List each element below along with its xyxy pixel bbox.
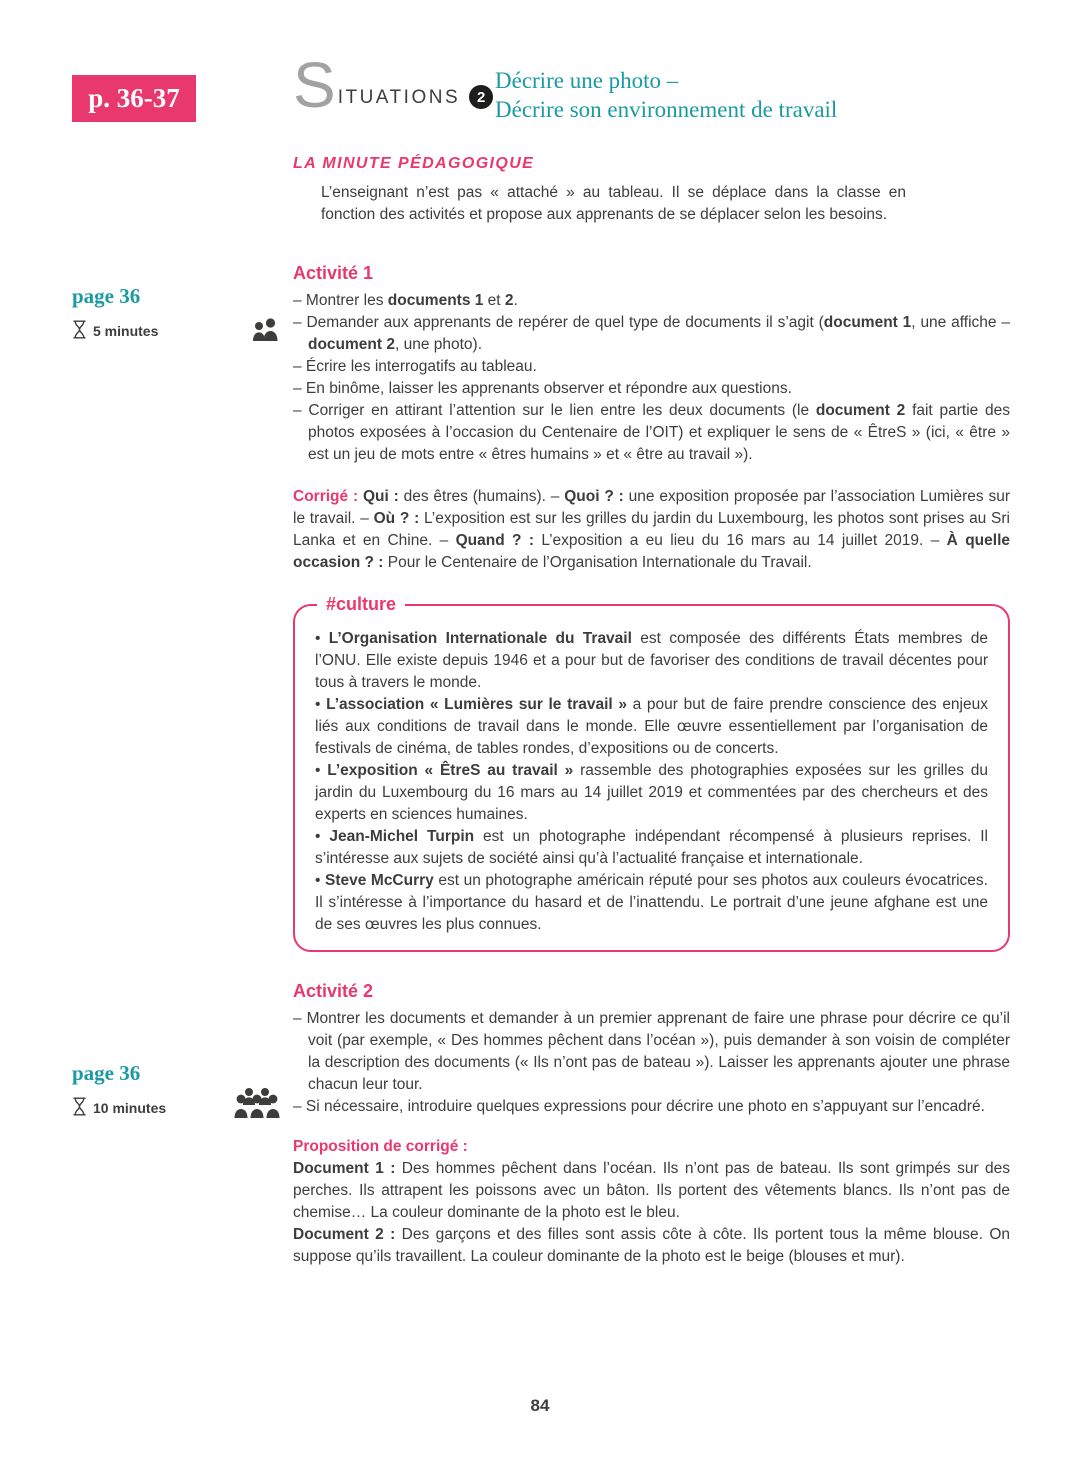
- page-ref-badge: p. 36-37: [72, 75, 196, 122]
- list-item: – Si nécessaire, introduire quelques expressions pour décrire une photo en s’appuyant sur l’encadré.: [293, 1098, 985, 1115]
- lesson-title-line2: Décrire son environnement de travail: [495, 97, 838, 122]
- hourglass-icon: [72, 1097, 87, 1119]
- situations-initial-letter: S: [293, 49, 336, 121]
- corrige-paragraph: Corrigé : Qui : des êtres (humains). – Quoi ? : une exposition proposée par l’association Lumières sur le travail. – Où ? : L’exposition est sur les grilles du jardin du Luxembourg, les photos sont prises au Sri Lanka et en Chine. – Quand ? : L’exposition a eu lieu du 16 mars au 14 juillet 2019. – À quelle occasion ? : Pour le Centenaire de l’Organisation Internationale du Travail.: [293, 488, 1011, 571]
- list-item: – Montrer les documents et demander à un premier apprenant de faire une phrase pour décrire ce qu’il voit (par exemple, « Des hommes pêchent dans l’océan »), puis demander à son voisin de compléter la description des documents (« Ils n’ont pas de bateau »). Laisser les apprenants ajouter une phrase chacun leur tour.: [293, 1010, 1010, 1093]
- culture-item: • Jean-Michel Turpin est un photographe indépendant récompensé à plusieurs reprises. Il s’intéresse aux sujets de société ainsi qu’à l’actualité française et internationale.: [315, 828, 989, 867]
- duration-row: [72, 320, 158, 342]
- list-item: – Écrire les interrogatifs au tableau.: [293, 358, 537, 375]
- page-label: page 36: [72, 1061, 141, 1085]
- group-work-icon: [234, 1087, 280, 1123]
- activity1-steps: [293, 290, 1010, 466]
- activity2-steps: [293, 1008, 1010, 1118]
- duration-label: 10 minutes: [93, 1100, 167, 1116]
- lesson-title-line1: Décrire une photo –: [495, 68, 679, 93]
- duration-row: [72, 1097, 166, 1119]
- activity2-heading: Activité 2: [293, 981, 374, 1001]
- page-label: page 36: [72, 284, 141, 308]
- main-content: [293, 0, 1010, 1268]
- list-item: – Montrer les documents 1 et 2.: [293, 292, 518, 309]
- minute-pedagogique-text: L’enseignant n’est pas « attaché » au tableau. Il se déplace dans la classe en fonction des activités et propose aux apprenants de se déplacer selon les besoins.: [321, 184, 906, 223]
- culture-item: • L’exposition « ÊtreS au travail » rassemble des photographies exposées sur les grilles du jardin du Luxembourg du 16 mars au 14 juillet 2019 et commentées par des chercheurs et des experts en sciences humaines.: [315, 762, 989, 823]
- duration-label: 5 minutes: [93, 323, 159, 339]
- culture-item: • L’Organisation Internationale du Travail est composée des différents États membres de l’ONU. Elle existe depuis 1946 et a pour but de favoriser des conditions de travail décentes pour tous à travers le monde.: [315, 630, 988, 691]
- situation-number-badge: 2: [469, 85, 493, 109]
- sidebar-activity2: [72, 1061, 166, 1119]
- culture-box-title: #culture: [317, 593, 405, 615]
- minute-pedagogique-title: LA MINUTE PÉDAGOGIQUE: [293, 155, 535, 172]
- list-item: – Demander aux apprenants de repérer de quel type de documents il s’agit (document 1, une affiche – document 2, une photo).: [293, 314, 1010, 353]
- document2-paragraph: Document 2 : Des garçons et des filles sont assis côte à côte. Ils portent tous la même blouse. On suppose qu’ils travaillent. La couleur dominante de la photo est le beige (blouses et mur).: [293, 1226, 1011, 1265]
- list-item: – En binôme, laisser les apprenants observer et répondre aux questions.: [293, 380, 792, 397]
- activity1-heading: Activité 1: [293, 263, 374, 283]
- page-number: 84: [530, 1396, 550, 1415]
- list-item: – Corriger en attirant l’attention sur le lien entre les deux documents (le document 2 fait partie des photos exposées à l’occasion du Centenaire de l’OIT) et expliquer le sens de « ÊtreS » (ici, « être » est un jeu de mots entre « êtres humains » et « être au travail »).: [293, 402, 1011, 463]
- situations-label: ITUATIONS: [337, 87, 461, 108]
- culture-item: • L’association « Lumières sur le travail » a pour but de faire prendre conscience des enjeux liés aux conditions de travail dans le monde. Elle œuvre essentiellement par l’organisation de festivals de cinéma, de tables rondes, d’expositions ou de concerts.: [315, 696, 988, 757]
- pair-work-icon: [250, 318, 281, 346]
- sidebar-activity1: [72, 284, 158, 342]
- culture-box: [293, 594, 1010, 952]
- hourglass-icon: [72, 320, 87, 342]
- proposition-heading: Proposition de corrigé :: [293, 1138, 468, 1155]
- document1-paragraph: Document 1 : Des hommes pêchent dans l’océan. Ils n’ont pas de bateau. Ils sont grimpés sur des perches. Ils attrapent les poissons avec un bâton. Ils portent des vêtements blancs. Ils n’ont pas de chemise… La couleur dominante de la photo est le bleu.: [293, 1160, 1011, 1221]
- culture-item: • Steve McCurry est un photographe américain réputé pour ses photos aux couleurs évocatrices. Il s’intéresse à l’importance du hasard et de l’inattendu. Le portrait d’une jeune afghane est une de ses œuvres les plus connues.: [315, 872, 988, 933]
